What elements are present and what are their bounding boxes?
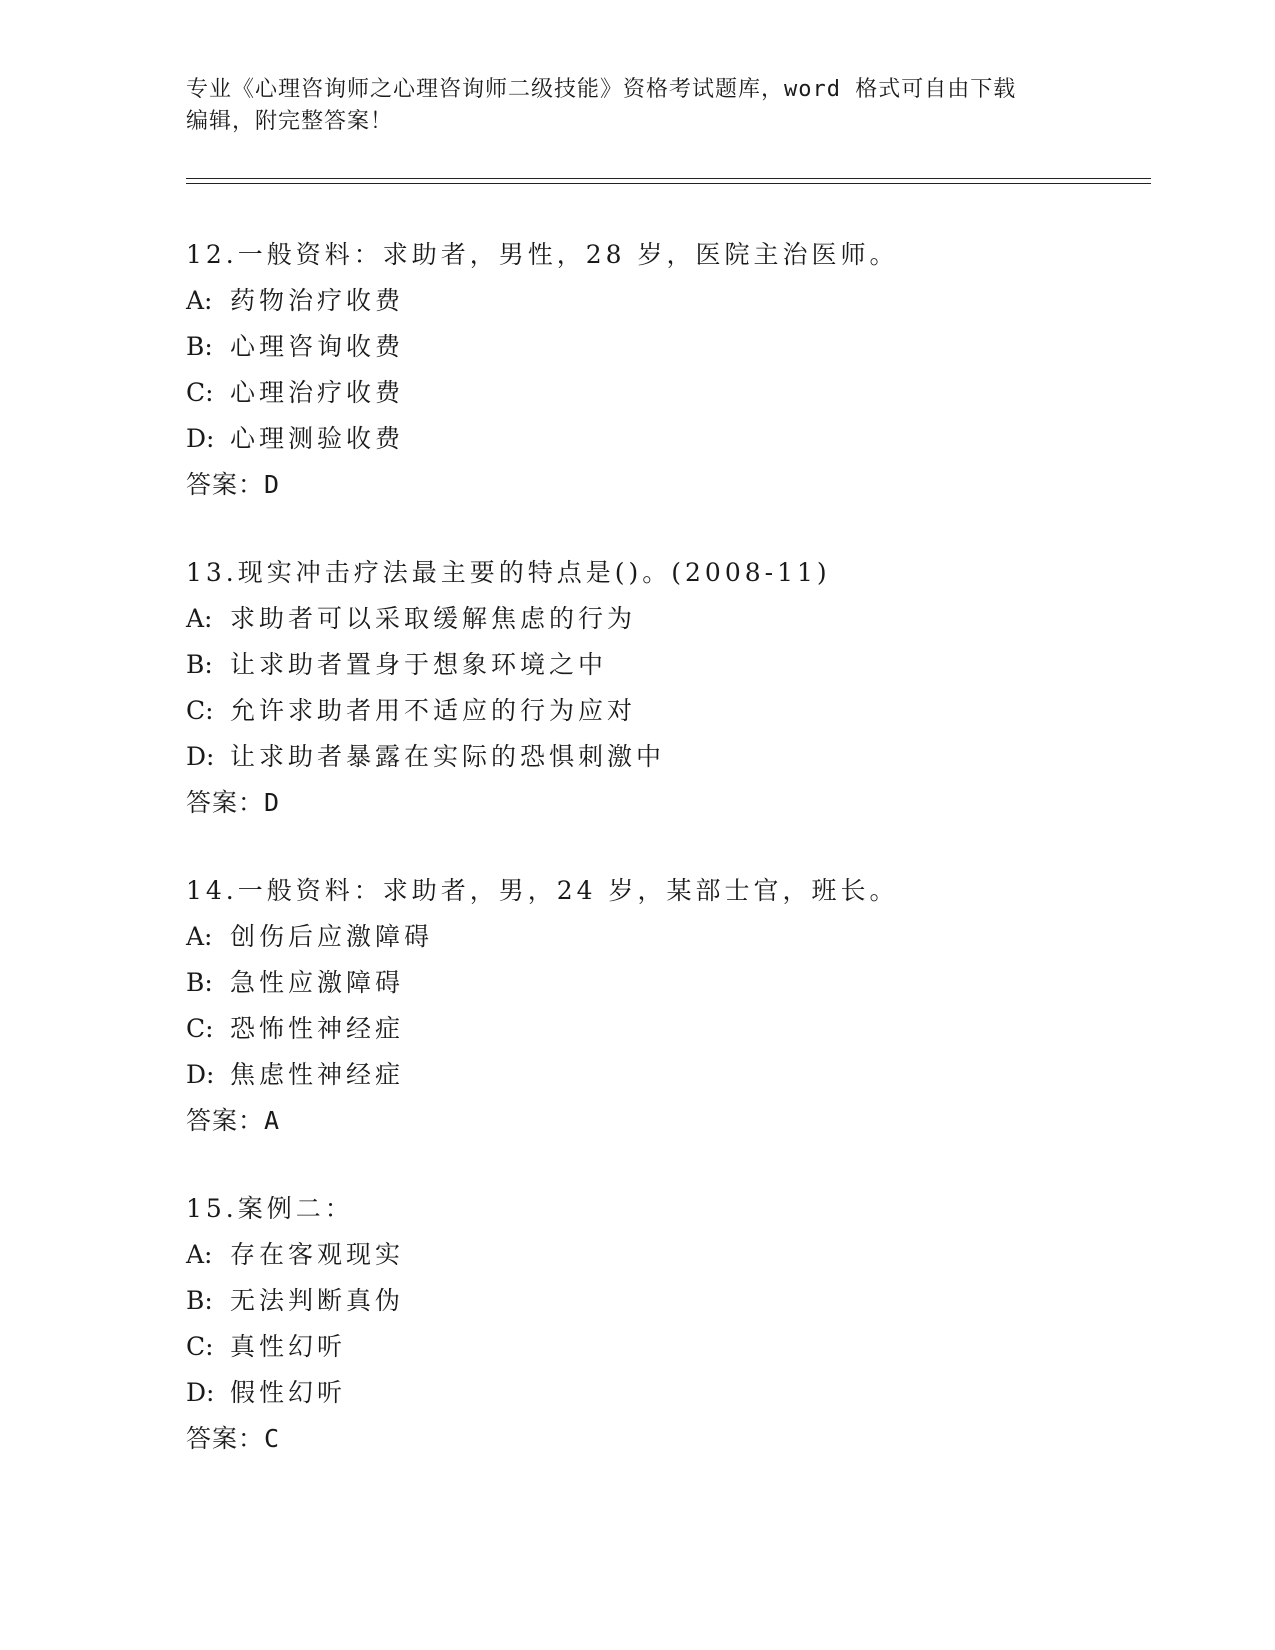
option-text: 假性幻听 xyxy=(230,1378,347,1407)
header-divider-top xyxy=(186,178,1151,179)
option-letter: D: xyxy=(186,1060,215,1089)
option-letter: A: xyxy=(186,922,213,951)
answer: 答案：A xyxy=(186,1106,281,1135)
option-letter: B: xyxy=(186,1286,213,1315)
option-text: 创伤后应激障碍 xyxy=(230,922,434,951)
option-c xyxy=(186,696,1146,726)
option-d xyxy=(186,1060,1146,1090)
answer: 答案：D xyxy=(186,788,281,817)
option-text: 存在客观现实 xyxy=(230,1240,405,1269)
option-letter: B: xyxy=(186,650,213,679)
option-letter: A: xyxy=(186,604,213,633)
option-letter: B: xyxy=(186,968,213,997)
option-text: 心理治疗收费 xyxy=(230,378,405,407)
option-text: 求助者可以采取缓解焦虑的行为 xyxy=(230,604,637,633)
option-text: 让求助者置身于想象环境之中 xyxy=(230,650,608,679)
option-a xyxy=(186,922,1146,952)
option-text: 心理测验收费 xyxy=(230,424,405,453)
question-title: 14.一般资料：求助者，男，24 岁，某部士官，班长。 xyxy=(186,876,899,905)
option-text: 急性应激障碍 xyxy=(230,968,405,997)
document-header xyxy=(186,74,1086,138)
option-text: 无法判断真伪 xyxy=(230,1286,405,1315)
question-title: 15.案例二： xyxy=(186,1194,354,1223)
option-c xyxy=(186,1332,1146,1362)
question-title: 13.现实冲击疗法最主要的特点是()。(2008-11) xyxy=(186,558,831,587)
option-text: 真性幻听 xyxy=(230,1332,347,1361)
option-d xyxy=(186,424,1146,454)
option-b xyxy=(186,650,1146,680)
option-text: 心理咨询收费 xyxy=(230,332,405,361)
option-letter: A: xyxy=(186,286,213,315)
option-c xyxy=(186,378,1146,408)
option-b xyxy=(186,968,1146,998)
option-letter: C: xyxy=(186,696,214,725)
option-text: 恐怖性神经症 xyxy=(230,1014,405,1043)
option-a xyxy=(186,1240,1146,1270)
question-12 xyxy=(186,240,1146,500)
option-d xyxy=(186,1378,1146,1408)
header-line-2: 编辑，附完整答案！ xyxy=(186,109,394,134)
answer: 答案：C xyxy=(186,1424,281,1453)
option-text: 焦虑性神经症 xyxy=(230,1060,405,1089)
option-text: 允许求助者用不适应的行为应对 xyxy=(230,696,637,725)
header-line-1: 专业《心理咨询师之心理咨询师二级技能》资格考试题库，word 格式可自由下载 xyxy=(186,77,1017,102)
option-a xyxy=(186,604,1146,634)
answer: 答案：D xyxy=(186,470,281,499)
option-b xyxy=(186,332,1146,362)
option-b xyxy=(186,1286,1146,1316)
option-text: 让求助者暴露在实际的恐惧刺激中 xyxy=(230,742,666,771)
option-letter: C: xyxy=(186,1332,214,1361)
option-c xyxy=(186,1014,1146,1044)
question-14 xyxy=(186,876,1146,1136)
option-letter: D: xyxy=(186,742,215,771)
question-13 xyxy=(186,558,1146,818)
option-letter: D: xyxy=(186,1378,215,1407)
question-title: 12.一般资料：求助者，男性，28 岁，医院主治医师。 xyxy=(186,240,899,269)
option-text: 药物治疗收费 xyxy=(230,286,405,315)
option-letter: B: xyxy=(186,332,213,361)
option-letter: C: xyxy=(186,378,214,407)
header-divider-bottom xyxy=(186,183,1151,184)
option-letter: D: xyxy=(186,424,215,453)
option-d xyxy=(186,742,1146,772)
question-15 xyxy=(186,1194,1146,1454)
option-letter: C: xyxy=(186,1014,214,1043)
option-letter: A: xyxy=(186,1240,213,1269)
option-a xyxy=(186,286,1146,316)
